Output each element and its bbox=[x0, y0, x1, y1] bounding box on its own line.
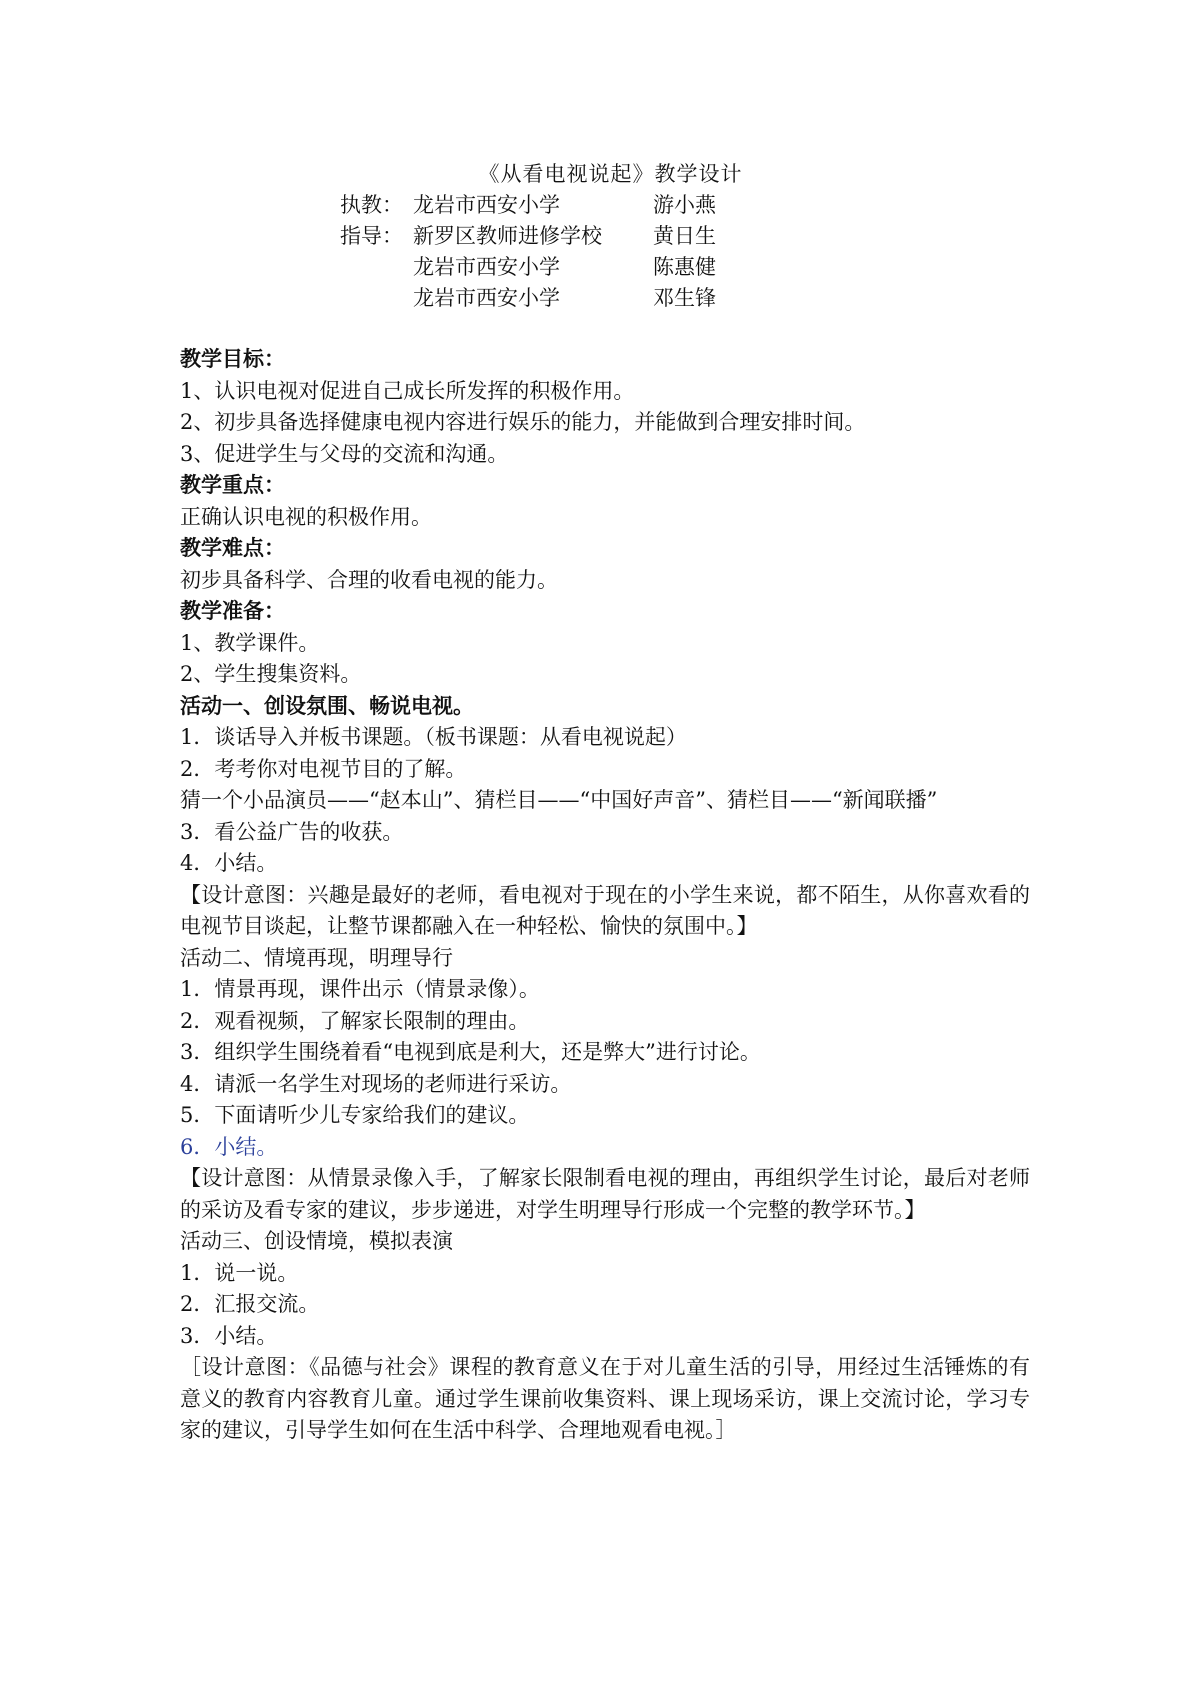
activity-step: 2．考考你对电视节目的了解。 bbox=[180, 756, 467, 781]
activity-one-heading: 活动一、创设氛围、畅说电视。 bbox=[180, 693, 474, 718]
credit-person: 邓生锋 bbox=[653, 286, 716, 310]
credit-row bbox=[340, 283, 760, 314]
credit-role: 执教： bbox=[340, 193, 403, 217]
credits-block bbox=[340, 190, 760, 314]
activity-step: 3．看公益广告的收获。 bbox=[180, 819, 404, 844]
activity-step: 1．情景再现，课件出示（情景录像）。 bbox=[180, 977, 540, 1001]
design-intent-note: ［设计意图：《品德与社会》课程的教育意义在于对儿童生活的引导，用经过生活锤炼的有意义的教育内容教育儿童。通过学生课前收集资料、课上现场采访，课上交流讨论，学习专家的建议，引导学生如何在生活中科学、合理地观看电视。］ bbox=[180, 1355, 1030, 1442]
section-heading-objectives: 教学目标： bbox=[180, 347, 285, 371]
credit-person: 游小燕 bbox=[653, 193, 716, 217]
credit-row bbox=[340, 221, 760, 252]
activity-three-heading: 活动三、创设情境，模拟表演 bbox=[180, 1229, 453, 1253]
objective-item: 3、促进学生与父母的交流和沟通。 bbox=[180, 441, 509, 466]
credit-row bbox=[340, 190, 760, 221]
activity-step: 4．请派一名学生对现场的老师进行采访。 bbox=[180, 1071, 572, 1096]
activity-step: 1．说一说。 bbox=[180, 1260, 299, 1285]
activity-step: 3．组织学生围绕着看“电视到底是利大，还是弊大”进行讨论。 bbox=[180, 1040, 761, 1064]
activity-step: 1．谈话导入并板书课题。（板书课题：从看电视说起） bbox=[180, 725, 687, 749]
activity-step: 4．小结。 bbox=[180, 851, 278, 875]
objective-item: 1、认识电视对促进自己成长所发挥的积极作用。 bbox=[180, 378, 635, 403]
design-intent-note: 【设计意图：从情景录像入手，了解家长限制看电视的理由，再组织学生讨论，最后对老师的采访及看专家的建议，步步递进，对学生明理导行形成一个完整的教学环节。】 bbox=[180, 1166, 1030, 1222]
section-heading-preparation: 教学准备： bbox=[180, 599, 285, 623]
credit-school: 龙岩市西安小学 bbox=[413, 255, 560, 279]
design-intent-note: 【设计意图：兴趣是最好的老师，看电视对于现在的小学生来说，都不陌生，从你喜欢看的电视节目谈起，让整节课都融入在一种轻松、愉快的氛围中。】 bbox=[180, 882, 1030, 938]
credit-person: 黄日生 bbox=[653, 224, 716, 248]
credit-school: 龙岩市西安小学 bbox=[413, 193, 560, 217]
document-body bbox=[180, 344, 1030, 1447]
document-title: 《从看电视说起》教学设计 bbox=[478, 162, 743, 186]
activity-step: 2．观看视频，了解家长限制的理由。 bbox=[180, 1008, 530, 1033]
section-heading-difficulty: 教学难点： bbox=[180, 536, 285, 560]
activity-step: 6．小结。 bbox=[180, 1134, 278, 1159]
credit-school: 新罗区教师进修学校 bbox=[413, 224, 602, 248]
difficulty-text: 初步具备科学、合理的收看电视的能力。 bbox=[180, 567, 558, 592]
credit-row bbox=[340, 252, 760, 283]
credit-role: 指导： bbox=[340, 224, 403, 248]
key-point-text: 正确认识电视的积极作用。 bbox=[180, 504, 432, 529]
activity-step: 3．小结。 bbox=[180, 1323, 278, 1348]
activity-step: 2．汇报交流。 bbox=[180, 1292, 320, 1316]
objective-item: 2、初步具备选择健康电视内容进行娱乐的能力，并能做到合理安排时间。 bbox=[180, 410, 866, 434]
credit-person: 陈惠健 bbox=[653, 255, 716, 279]
preparation-item: 1、教学课件。 bbox=[180, 630, 320, 655]
activity-two-heading: 活动二、情境再现，明理导行 bbox=[180, 945, 453, 970]
activity-step: 5．下面请听少儿专家给我们的建议。 bbox=[180, 1103, 530, 1127]
credit-school: 龙岩市西安小学 bbox=[413, 286, 560, 310]
preparation-item: 2、学生搜集资料。 bbox=[180, 662, 362, 686]
section-heading-key-point: 教学重点： bbox=[180, 473, 285, 497]
activity-detail: 猜一个小品演员——“赵本山”、猜栏目——“中国好声音”、猜栏目——“新闻联播” bbox=[180, 788, 938, 812]
